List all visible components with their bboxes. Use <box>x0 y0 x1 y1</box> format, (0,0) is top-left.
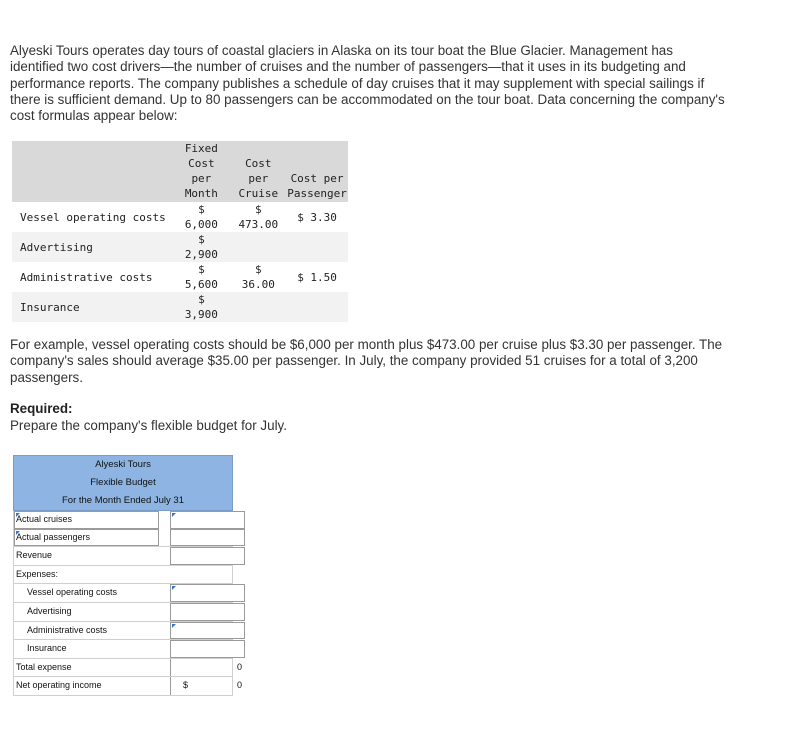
cost-formula-table <box>12 141 348 322</box>
cost-value: $ 5,600 <box>184 263 218 291</box>
actual-passengers-input[interactable] <box>170 529 245 547</box>
cost-row-per-cruise <box>231 262 287 292</box>
required-instruction: Prepare the company's flexible budget for July. <box>10 418 287 433</box>
actual-passengers-label: Actual passengers <box>16 531 91 542</box>
dropdown-marker-icon <box>172 513 176 517</box>
cost-row-fixed <box>172 262 230 292</box>
cost-value: $ 36.00 <box>241 263 275 291</box>
administrative-label: Administrative costs <box>27 624 108 635</box>
net-operating-income-value: 0 <box>236 680 242 691</box>
budget-company: Alyeski Tours <box>95 459 151 470</box>
total-expense-value: 0 <box>236 661 242 672</box>
advertising-label: Advertising <box>27 605 72 616</box>
administrative-input[interactable] <box>170 622 245 640</box>
example-paragraph: For example, vessel operating costs should be $6,000 per month plus $473.00 per cruise plus $3.30 per passenger. The company's sales should average $35.00 per passenger. In July, the company provided 51 cruises for a total of 3,200 passengers. <box>10 337 723 385</box>
cost-row-fixed <box>172 292 230 322</box>
net-operating-income-label: Net operating income <box>16 680 102 691</box>
cost-row-fixed <box>172 232 230 262</box>
cost-row-per-passenger <box>286 232 348 262</box>
actual-cruises-input[interactable] <box>170 511 245 529</box>
cost-row-label: Advertising <box>12 232 172 262</box>
cost-value: $ 3,900 <box>184 293 218 321</box>
cost-row-label: Vessel operating costs <box>20 210 166 224</box>
revenue-label: Revenue <box>16 550 53 561</box>
row-administrative <box>14 621 232 640</box>
row-revenue <box>14 546 232 565</box>
net-operating-income-cell <box>170 677 245 695</box>
budget-title: Flexible Budget <box>90 477 156 488</box>
cost-row-per-passenger: $ 1.50 <box>297 270 337 284</box>
cost-row-administrative <box>12 262 348 292</box>
header-fixed-cost-label: Fixed Cost per Month <box>184 142 218 200</box>
cost-row-per-cruise <box>231 292 287 322</box>
expenses-label: Expenses: <box>16 568 59 579</box>
cost-row-vessel <box>12 202 348 232</box>
row-expenses <box>14 565 232 584</box>
total-expense-cell <box>170 659 245 677</box>
header-cost-per-passenger <box>286 141 348 202</box>
row-actual-cruises <box>14 511 232 529</box>
cost-row-label: Administrative costs <box>20 270 153 284</box>
vessel-operating-input[interactable] <box>170 584 245 602</box>
cost-row-per-passenger: $ 3.30 <box>297 210 337 224</box>
header-fixed-cost <box>172 141 230 202</box>
cost-value: $ 473.00 <box>238 203 279 231</box>
actual-cruises-label: Actual cruises <box>16 514 73 524</box>
dropdown-marker-icon <box>172 586 176 590</box>
row-insurance <box>14 639 232 658</box>
budget-header <box>13 455 233 511</box>
cost-row-insurance <box>12 292 348 322</box>
cost-row-label: Insurance <box>12 292 172 322</box>
advertising-input[interactable] <box>170 603 245 621</box>
revenue-input[interactable] <box>170 547 245 565</box>
cost-value: $ 2,900 <box>184 233 218 261</box>
row-vessel-operating <box>14 583 232 602</box>
total-expense-label: Total expense <box>16 661 72 672</box>
header-cost-per-passenger-label: Cost per Passenger <box>287 172 347 200</box>
header-cost-per-cruise <box>231 141 287 202</box>
flexible-budget-worksheet <box>13 455 242 696</box>
budget-period: For the Month Ended July 31 <box>62 495 184 506</box>
cost-row-per-cruise <box>231 232 287 262</box>
cost-row-fixed <box>172 202 230 232</box>
dropdown-marker-icon <box>172 624 176 628</box>
cost-row-advertising <box>12 232 348 262</box>
problem-intro: Alyeski Tours operates day tours of coastal glaciers in Alaska on its tour boat the Blue Glacier. Management has identified two cost drivers—the number of cruises and the number of passengers—that it uses in its budgeting and performance reports. The company publishes a schedule of day cruises that it may supplement with special sailings if there is sufficient demand. Up to 80 passengers can be accommodated on the tour boat. Data concerning the company's cost formulas appear below: <box>10 43 725 124</box>
row-total-expense <box>14 658 242 677</box>
cost-table-header-blank <box>12 141 172 202</box>
insurance-input[interactable] <box>170 640 245 658</box>
insurance-label: Insurance <box>27 643 67 654</box>
cost-value: $ 6,000 <box>184 203 218 231</box>
cost-row-per-cruise <box>231 202 287 232</box>
required-heading: Required: <box>10 401 73 416</box>
budget-grid <box>13 511 242 696</box>
header-cost-per-cruise-label: Cost per Cruise <box>238 157 279 200</box>
net-operating-income-currency: $ <box>183 680 189 691</box>
cost-table-header <box>12 141 348 202</box>
row-actual-passengers <box>14 529 232 547</box>
row-net-operating-income <box>14 676 242 695</box>
cost-row-per-passenger <box>286 292 348 322</box>
row-advertising <box>14 602 232 621</box>
vessel-operating-label: Vessel operating costs <box>27 587 118 598</box>
